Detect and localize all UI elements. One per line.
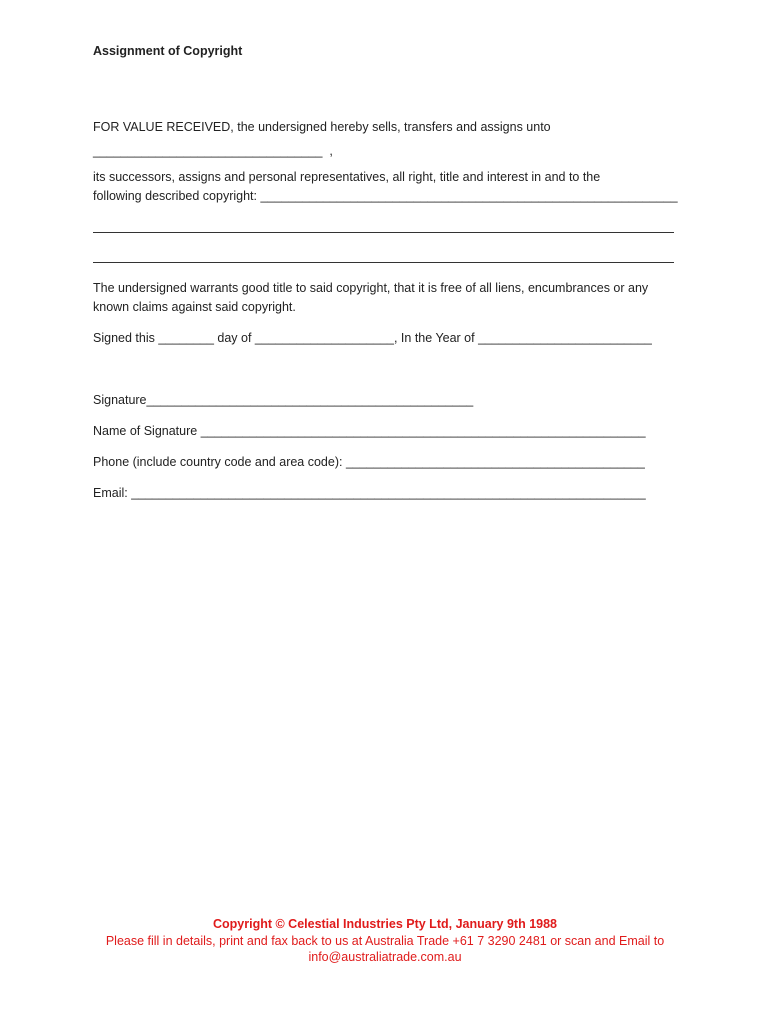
signature-field[interactable]: Signature_______________________________________________ (93, 393, 474, 407)
copyright-description-blank[interactable]: following described copyright: ____________________________________________________________ (93, 189, 678, 203)
footer-copyright: Copyright © Celestial Industries Pty Ltd, January 9th 1988 (212, 917, 558, 931)
footer-email-link[interactable]: info@australiatrade.com.au (308, 950, 462, 964)
assignee-blank[interactable]: _________________________________ , (93, 144, 333, 158)
description-rule-2[interactable] (93, 262, 674, 263)
email-field[interactable]: Email: __________________________________________________________________________ (93, 486, 646, 500)
description-rule-1[interactable] (93, 232, 674, 233)
phone-field[interactable]: Phone (include country code and area code): ___________________________________________ (93, 455, 645, 469)
para3-line1: The undersigned warrants good title to said copyright, that it is free of all liens, encumbrances or any (93, 281, 649, 295)
signed-date-line[interactable]: Signed this ________ day of ____________________, In the Year of _________________________ (93, 331, 652, 345)
document-title: Assignment of Copyright (93, 44, 243, 58)
para3-line2: known claims against said copyright. (93, 300, 296, 314)
para2-line1: its successors, assigns and personal representatives, all right, title and interest in and to the (93, 170, 601, 184)
footer-instructions-line1: Please fill in details, print and fax back to us at Australia Trade +61 7 3290 2481 or scan and Email to (105, 934, 665, 948)
name-of-signature-field[interactable]: Name of Signature ________________________________________________________________ (93, 424, 646, 438)
para1-line1: FOR VALUE RECEIVED, the undersigned hereby sells, transfers and assigns unto (93, 120, 551, 134)
